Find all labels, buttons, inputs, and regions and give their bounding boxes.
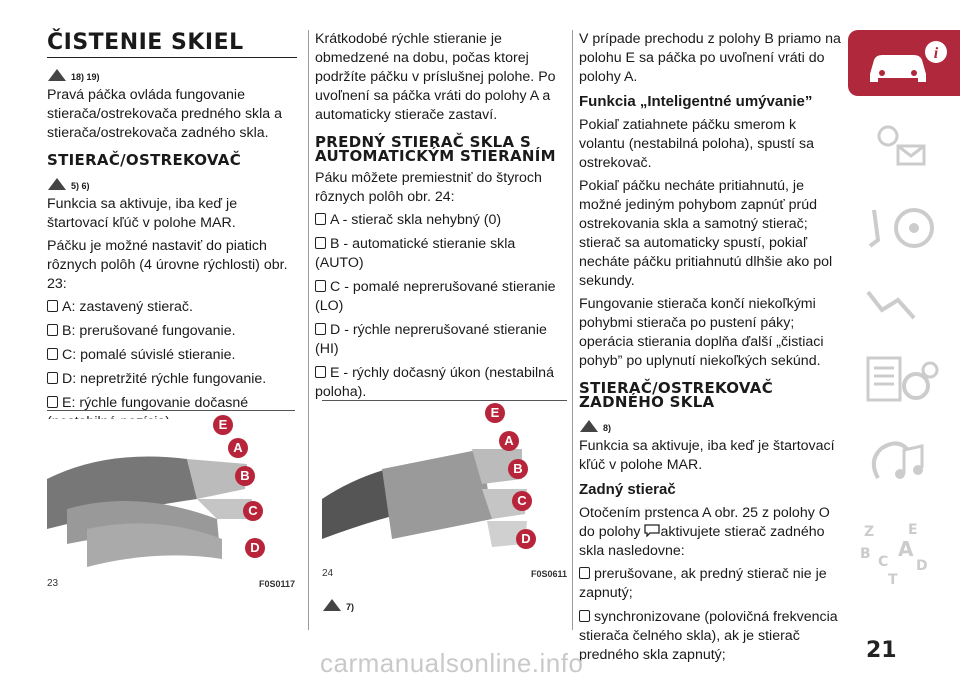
position-label: E [213,415,233,435]
figure-number: 24 [322,568,334,579]
page-title: ČISTENIE SKIEL [47,30,297,58]
list-item: A: zastavený stierač. [47,298,297,317]
index-letter: C [878,554,889,570]
position-label: C [512,491,532,511]
position-label: B [508,459,528,479]
column-1 [47,30,297,437]
warning-ref: 18) 19) [47,64,297,82]
index-letter: E [908,522,918,538]
warning-lights-icon [848,110,960,176]
svg-text:i: i [933,45,939,62]
warning-ref: 8) [579,415,841,433]
page-number: 21 [866,638,897,663]
position-label: A [228,438,248,458]
maintenance-icon [848,350,960,416]
list-item: synchronizovane (polovičná frekvencia stierača čelného skla), ak je stierač predného skla zapnutý; [579,609,838,663]
list-item: A - stierač skla nehybný (0) [315,211,565,230]
list-item: B: prerušované fungovanie. [47,322,297,341]
warning-ref: 7) [322,594,354,612]
paragraph: Otočením prstenca A obr. 25 z polohy O do polohy aktivujete stierač zadného skla nasledovne: [579,505,830,559]
list-item: E - rýchly dočasný úkon (nestabilná poloha). [315,365,554,400]
checkbox-bullet-icon [47,372,58,384]
figure-code: F0S0611 [530,569,567,579]
checkbox-bullet-icon [315,237,326,249]
watermark: carmanualsonline.info [320,648,584,678]
column-3 [579,30,841,670]
checkbox-bullet-icon [315,213,326,225]
chapter-sidebar [848,30,960,678]
safety-icon [848,190,960,256]
list-item: E: rýchle fungovanie dočasné (nestabilná pozícia). [47,395,249,430]
figure-23 [47,410,295,593]
list-item: prerušovane, ak predný stierač nie je zapnutý; [579,566,827,601]
steering-icon [848,270,960,336]
position-label: C [243,501,263,521]
paragraph: Krátkodobé rýchle stieranie je obmedzené na dobu, počas ktorej podržíte páčku v príslušnej polohe. Po uvoľnení sa páčka vráti do polohy A a automaticky stierače zastaví. [315,31,556,123]
column-divider [308,30,309,630]
checkbox-bullet-icon [579,567,590,579]
index-icon [848,510,960,630]
tab-car-info[interactable] [848,30,960,96]
index-letter: B [860,546,871,562]
subheading: Zadný stierač [579,481,676,498]
paragraph: V prípade prechodu z polohy B priamo na polohu E sa páčka po uvoľnení vráti do polohy A. [579,31,841,85]
index-letter: Z [864,524,875,540]
figure-code: F0S0117 [258,579,295,589]
checkbox-bullet-icon [47,348,58,360]
list-item: B - automatické stieranie skla (AUTO) [315,236,516,271]
tab-multimedia[interactable] [848,430,960,496]
warning-triangle-icon [47,68,67,82]
intro-text: Pravá páčka ovláda fungovanie stierača/ostrekovača predného skla a stierača/ostrekovača zadného skla. [47,87,283,141]
position-label: B [235,466,255,486]
tab-warning-lights[interactable] [848,110,960,176]
section-title: PREDNÝ STIERAČ SKLA S AUTOMATICKÝM STIERANÍM [315,133,556,165]
index-letter: T [888,572,898,588]
paragraph: Pokiaľ zatiahnete páčku smerom k volantu (nestabilná poloha), spustí sa ostrekovač. [579,117,815,171]
list-item: C: pomalé súvislé stieranie. [47,346,297,365]
list-item: C - pomalé neprerušované stieranie (LO) [315,279,556,314]
tab-safety[interactable] [848,190,960,256]
section-title: STIERAČ/OSTREKOVAČ [47,151,241,169]
tab-maintenance[interactable] [848,350,960,416]
paragraph: Páku môžete premiestniť do štyroch rôznych polôh obr. 24: [315,170,542,205]
checkbox-bullet-icon [47,300,58,312]
position-label: A [499,431,519,451]
column-divider [572,30,573,630]
tab-steering[interactable] [848,270,960,336]
index-letter: D [916,558,928,574]
position-label: D [245,538,265,558]
position-label: D [516,529,536,549]
figure-number: 23 [47,578,59,589]
checkbox-bullet-icon [315,280,326,292]
paragraph: Fungovanie stierača končí niekoľkými pohybmi stierača po pustení páky; operácia stierania doplňa ďalší „čistiaci pohyb” po uplynutí niekoľkých sekúnd. [579,296,824,369]
checkbox-bullet-icon [47,396,58,408]
subheading: Funkcia „Inteligentné umývanie” [579,93,813,110]
paragraph: Páčku je možné nastaviť do piatich rôznych polôh (4 úrovne rýchlosti) obr. 23: [47,238,288,292]
column-2 [315,30,565,407]
multimedia-icon [848,430,960,496]
checkbox-bullet-icon [47,324,58,336]
car-info-icon [848,30,960,96]
section-title: STIERAČ/OSTREKOVAČ ZADNÉHO SKLA [579,379,773,411]
paragraph: Funkcia sa aktivuje, iba keď je štartovací kľúč v polohe MAR. [579,438,835,473]
checkbox-bullet-icon [315,366,326,378]
tab-index[interactable] [848,510,960,588]
rear-wiper-symbol-icon [644,524,660,537]
paragraph: Pokiaľ páčku necháte pritiahnutú, je možné jediným pohybom zapnúť prúd ostrekovania skla a samotný stierač; stierač sa automaticky spustí, pokiaľ necháte páčku pritiahnutú dlhšie ako pol sekundy. [579,178,833,289]
index-letter: A [898,537,914,561]
warning-triangle-icon [47,177,67,191]
warning-triangle-icon [322,598,342,612]
checkbox-bullet-icon [579,610,590,622]
list-item: D - rýchle neprerušované stieranie (HI) [315,322,547,357]
warning-ref: 5) 6) [47,173,297,191]
position-label: E [485,403,505,423]
checkbox-bullet-icon [315,323,326,335]
paragraph: Funkcia sa aktivuje, iba keď je štartovací kľúč v polohe MAR. [47,196,238,231]
warning-triangle-icon [579,419,599,433]
list-item: D: nepretržité rýchle fungovanie. [47,370,297,389]
figure-24 [322,400,567,583]
